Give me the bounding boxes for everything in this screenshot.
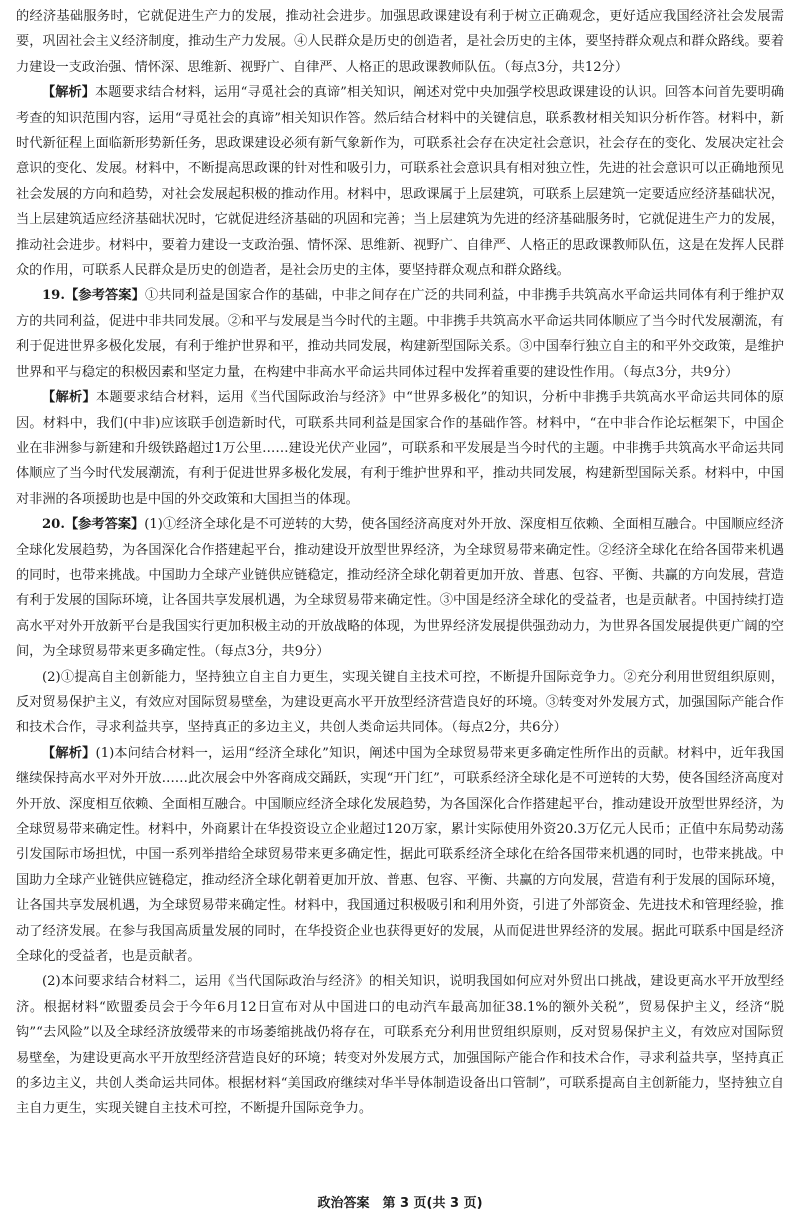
paragraph-text: 的经济基础服务时，它就促进生产力的发展，推动社会进步。加强思政课建设有利于树立正确观念，更好适应我国经济社会发展需要，巩固社会主义经济制度，推动生产力发展。④人民群众是历史的创造者，是社会历史的主体，要坚持群众观点和群众路线。要着力建设一支政治强、情怀深、思维新、视野广、自律严、人格正的思政课教师队伍。（每点3分，共12分） bbox=[16, 9, 784, 75]
paragraph-text: (2)①提高自主创新能力，坚持独立自主自力更生，实现关键自主技术可控，不断提升国际竞争力。②充分利用世贸组织原则，反对贸易保护主义，有效应对国际贸易壁垒，为建设更高水平开放型经济营造良好的环境。③转变对外发展方式，加强国际产能合作和技术合作，寻求利益共享，坚持真正的多边主义，共创人类命运共同体。（每点2分，共6分） bbox=[16, 669, 784, 736]
page-footer: 政治答案 第 3 页(共 3 页) bbox=[317, 1196, 483, 1211]
paragraph-text: 本题要求结合材料，运用《当代国际政治与经济》中“世界多极化”的知识，分析中非携手共筑高水平命运共同体的原因。材料中，我们(中非)应该联手创造新时代，可联系共同利益是国家合作的基础作答。材料中，“在中非合作论坛框架下，中国企业在非洲参与新建和升级铁路超过1万公里……建设光伏产业园”，可联系和平发展是当今时代的主题。中非携手共筑高水平命运共同体顺应了当今时代发展潮流，有利于促进世界多极化发展，有利于维护世界和平，推动共同发展，构建新型国际关系。材料中，中国对非洲的各项援助也是中国的外交政策和大国担当的体现。 bbox=[16, 390, 785, 507]
section-label: 20.【参考答案】 bbox=[42, 517, 145, 533]
paragraph-text: (2)本问要求结合材料二，运用《当代国际政治与经济》的相关知识，说明我国如何应对外贸出口挑战，建设更高水平开放型经济。根据材料“欧盟委员会于今年6月12日宣布对从中国进口的电动汽车最高加征38.1%的额外关税”，贸易保护主义，经济“脱钩”“去风险”以及全球经济放缓带来的市场萎缩挑战仍将存在，可联系充分利用世贸组织原则，反对贸易保护主义，有效应对国际贸易壁垒，为建设更高水平开放型经济营造良好的环境；转变对外发展方式，加强国际产能合作和技术合作，寻求利益共享，坚持真正的多边主义，共创人类命运共同体。根据材料“美国政府继续对华半导体制造设备出口管制”，可联系提高自主创新能力，坚持独立自主自力更生，实现关键自主技术可控，不断提升国际竞争力。 bbox=[16, 974, 784, 1117]
section-label: 【解析】 bbox=[42, 745, 96, 761]
paragraph-text: (1)①经济全球化是不可逆转的大势，使各国经济高度对外开放、深度相互依赖、全面相互融合。中国顺应经济全球化发展趋势，为各国深化合作搭建起平台，推动建设开放型世界经济，为全球贸易带来确定性。②经济全球化在给各国带来机遇的同时，也带来挑战。中国助力全球产业链供应链稳定，推动经济全球化朝着更加开放、普惠、包容、平衡、共赢的方向发展，营造有利于发展的国际环境，让各国共享发展机遇，为全球贸易带来确定性。③中国是经济全球化的受益者，也是贡献者。中国持续打造高水平对外开放新平台是我国实行更加积极主动的开放战略的体现，为世界经济发展提供强劲动力，为世界各国发展提供更广阔的空间，为全球贸易带来更多确定性。（每点3分，共9分） bbox=[16, 517, 784, 660]
p-20-answer-2 bbox=[16, 665, 784, 741]
p-intro-continued bbox=[16, 4, 784, 80]
p-18-analysis bbox=[16, 80, 784, 283]
paragraph-text: (1)本问结合材料一，运用“经济全球化”知识，阐述中国为全球贸易带来更多确定性所作出的贡献。材料中，近年我国继续保持高水平对外开放……此次展会中外客商成交踊跃，实现“开门红”，可联系经济全球化是不可逆转的大势，使各国经济高度对外开放、深度相互依赖、全面相互融合。中国顺应经济全球化发展趋势，为各国深化合作搭建起平台，推动建设开放型世界经济，为全球贸易带来确定性。材料中，外商累计在华投资设立企业超过120万家，累计实际使用外资20.3万亿元人民币；正值中东局势动荡引发国际市场担忧，中国一系列举措给全球贸易带来更多确定性，据此可联系经济全球化在给各国带来机遇的同时，也带来挑战。中国助力全球产业链供应链稳定，推动经济全球化朝着更加开放、普惠、包容、平衡、共赢的方向发展，营造有利于发展的国际环境，让各国共享发展机遇，为全球贸易带来确定性。材料中，我国通过积极吸引和利用外资，引进了外部资金、先进技术和管理经验，推动了经济发展。在参与我国高质量发展的同时，在华投资企业也获得更好的发展，从而促进世界经济的发展。据此可联系中国是经济全球化的受益者，也是贡献者。 bbox=[16, 745, 784, 965]
section-label: 【解析】 bbox=[42, 85, 95, 101]
p-20-analysis-2 bbox=[16, 969, 784, 1121]
answer-content bbox=[16, 4, 784, 1122]
paragraph-text: 本题要求结合材料，运用“寻觅社会的真谛”相关知识，阐述对党中央加强学校思政课建设的认识。回答本问首先要明确考查的知识范围内容，运用“寻觅社会的真谛”相关知识作答。然后结合材料中的关键信息，联系教材相关知识分析作答。材料中，新时代新征程上面临新形势新任务，思政课建设必须有新气象新作为，可联系社会存在决定社会意识，社会存在的变化、发展决定社会意识的变化、发展。材料中，不断提高思政课的针对性和吸引力，可联系社会意识具有相对独立性，先进的社会意识可以正确地预见社会发展的方向和趋势，对社会发展起积极的推动作用。材料中，思政课属于上层建筑，可联系上层建筑一定要适应经济基础状况，当上层建筑适应经济基础状况时，它就促进经济基础的巩固和完善；当上层建筑为先进的经济基础服务时，它就促进生产力的发展，推动社会进步。材料中，要着力建设一支政治强、情怀深、思维新、视野广、自律严、人格正的思政课教师队伍，这是在发挥人民群众的作用，可联系人民群众是历史的创造者，是社会历史的主体，要坚持群众观点和群众路线。 bbox=[16, 85, 785, 279]
p-20-analysis-1 bbox=[16, 741, 784, 970]
section-label: 【解析】 bbox=[42, 390, 96, 406]
section-label: 19.【参考答案】 bbox=[42, 288, 145, 304]
p-19-answer bbox=[16, 283, 784, 385]
p-20-answer-1 bbox=[16, 512, 784, 664]
p-19-analysis bbox=[16, 385, 784, 512]
paragraph-text: ①共同利益是国家合作的基础，中非之间存在广泛的共同利益，中非携手共筑高水平命运共同体有利于维护双方的共同利益，促进中非共同发展。②和平与发展是当今时代的主题。中非携手共筑高水平命运共同体顺应了当今时代发展潮流，有利于促进世界多极化发展，有利于维护世界和平，推动共同发展，构建新型国际关系。③中国奉行独立自主的和平外交政策，是维护世界和平与稳定的积极因素和坚定力量，在构建中非高水平命运共同体过程中发挥着重要的建设性作用。（每点3分，共9分） bbox=[16, 288, 784, 380]
